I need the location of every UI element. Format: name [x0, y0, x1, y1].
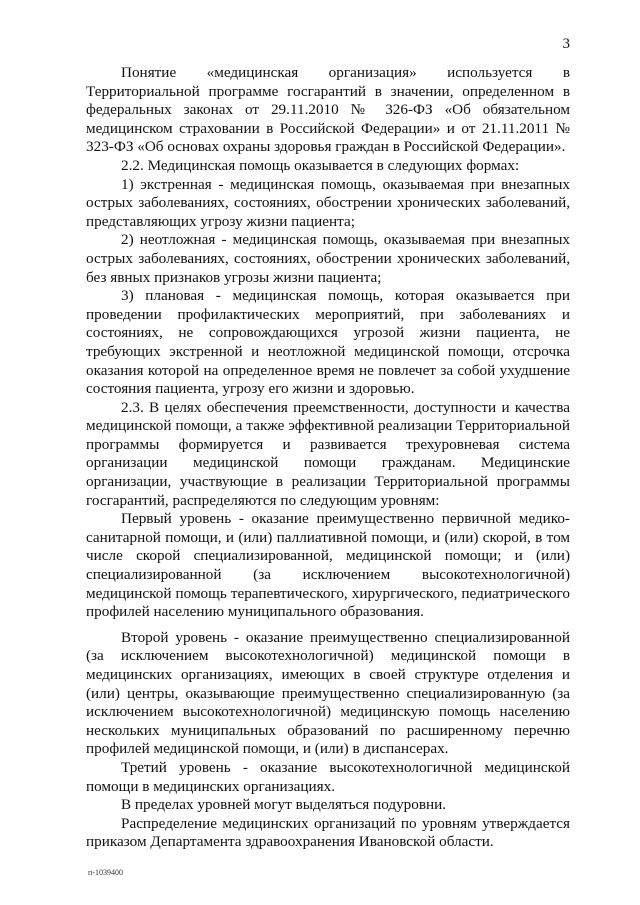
- paragraph-emergency: 1) экстренная - медицинская помощь, оказываемая при внезапных острых заболеваниях, состояниях, обострении хронических заболеваний, представляющих угрозу жизни пациента;: [86, 175, 570, 230]
- paragraph-2-2-heading: 2.2. Медицинская помощь оказывается в следующих формах:: [121, 156, 520, 174]
- document-code: п-1039400: [88, 868, 123, 877]
- page-number: 3: [562, 36, 570, 52]
- document-body: [86, 64, 570, 852]
- paragraph-third-level: Третий уровень - оказание высокотехнологичной медицинской помощи в медицинских организациях.: [86, 758, 570, 795]
- paragraph-planned: 3) плановая - медицинская помощь, которая оказывается при проведении профилактических мероприятий, при заболеваниях и состояниях, не сопровождающихся угрозой жизни пациента, не требующих экстренной и неотложной медицинской помощи, отсрочка оказания которой на определенное время не повлечет за собой ухудшение состояния пациента, угрозу его жизни и здоровью.: [86, 287, 570, 398]
- paragraph-definition: Понятие «медицинская организация» используется в Территориальной программе госгарантий в значении, определенном в федеральных законах от 29.11.2010 № 326-ФЗ «Об обязательном медицинском страховании в Российской Федерации» и от 21.11.2011 № 323-ФЗ «Об основах охраны здоровья граждан в Российской Федерации».: [86, 64, 570, 156]
- paragraph-urgent: 2) неотложная - медицинская помощь, оказываемая при внезапных острых заболеваниях, состояниях, обострении хронических заболеваний, без явных признаков угрозы жизни пациента;: [86, 231, 570, 286]
- paragraph-2-3: 2.3. В целях обеспечения преемственности, доступности и качества медицинской помощи, а также эффективной реализации Территориальной программы формируется и развивается трехуровневая система организации медицинской помощи гражданам. Медицинские организации, участвующие в реализации Территориальной программы госгарантий, распределяются по следующим уровням:: [86, 398, 570, 509]
- paragraph-distribution: Распределение медицинских организаций по уровням утверждается приказом Департамента здравоохранения Ивановской области.: [86, 814, 570, 851]
- paragraph-second-level: Второй уровень - оказание преимущественно специализированной (за исключением высокотехнологичной) медицинской помощи в медицинских организациях, имеющих в своей структуре отделения и (или) центры, оказывающие преимущественно специализированную (за исключением высокотехнологичной) медицинскую помощь населению нескольких муниципальных образований по расширенному перечню профилей медицинской помощи, и (или) в диспансерах.: [86, 628, 570, 758]
- paragraph-first-level: Первый уровень - оказание преимущественно первичной медико-санитарной помощи, и (или) паллиативной помощи, и (или) скорой, в том числе скорой специализированной, медицинской помощи; и (или) специализированной (за исключением высокотехнологичной) медицинской помощь терапевтического, хирургического, педиатрического профилей населению муниципального образования.: [86, 510, 570, 621]
- paragraph-sublevels: В пределах уровней могут выделяться подуровни.: [121, 796, 447, 814]
